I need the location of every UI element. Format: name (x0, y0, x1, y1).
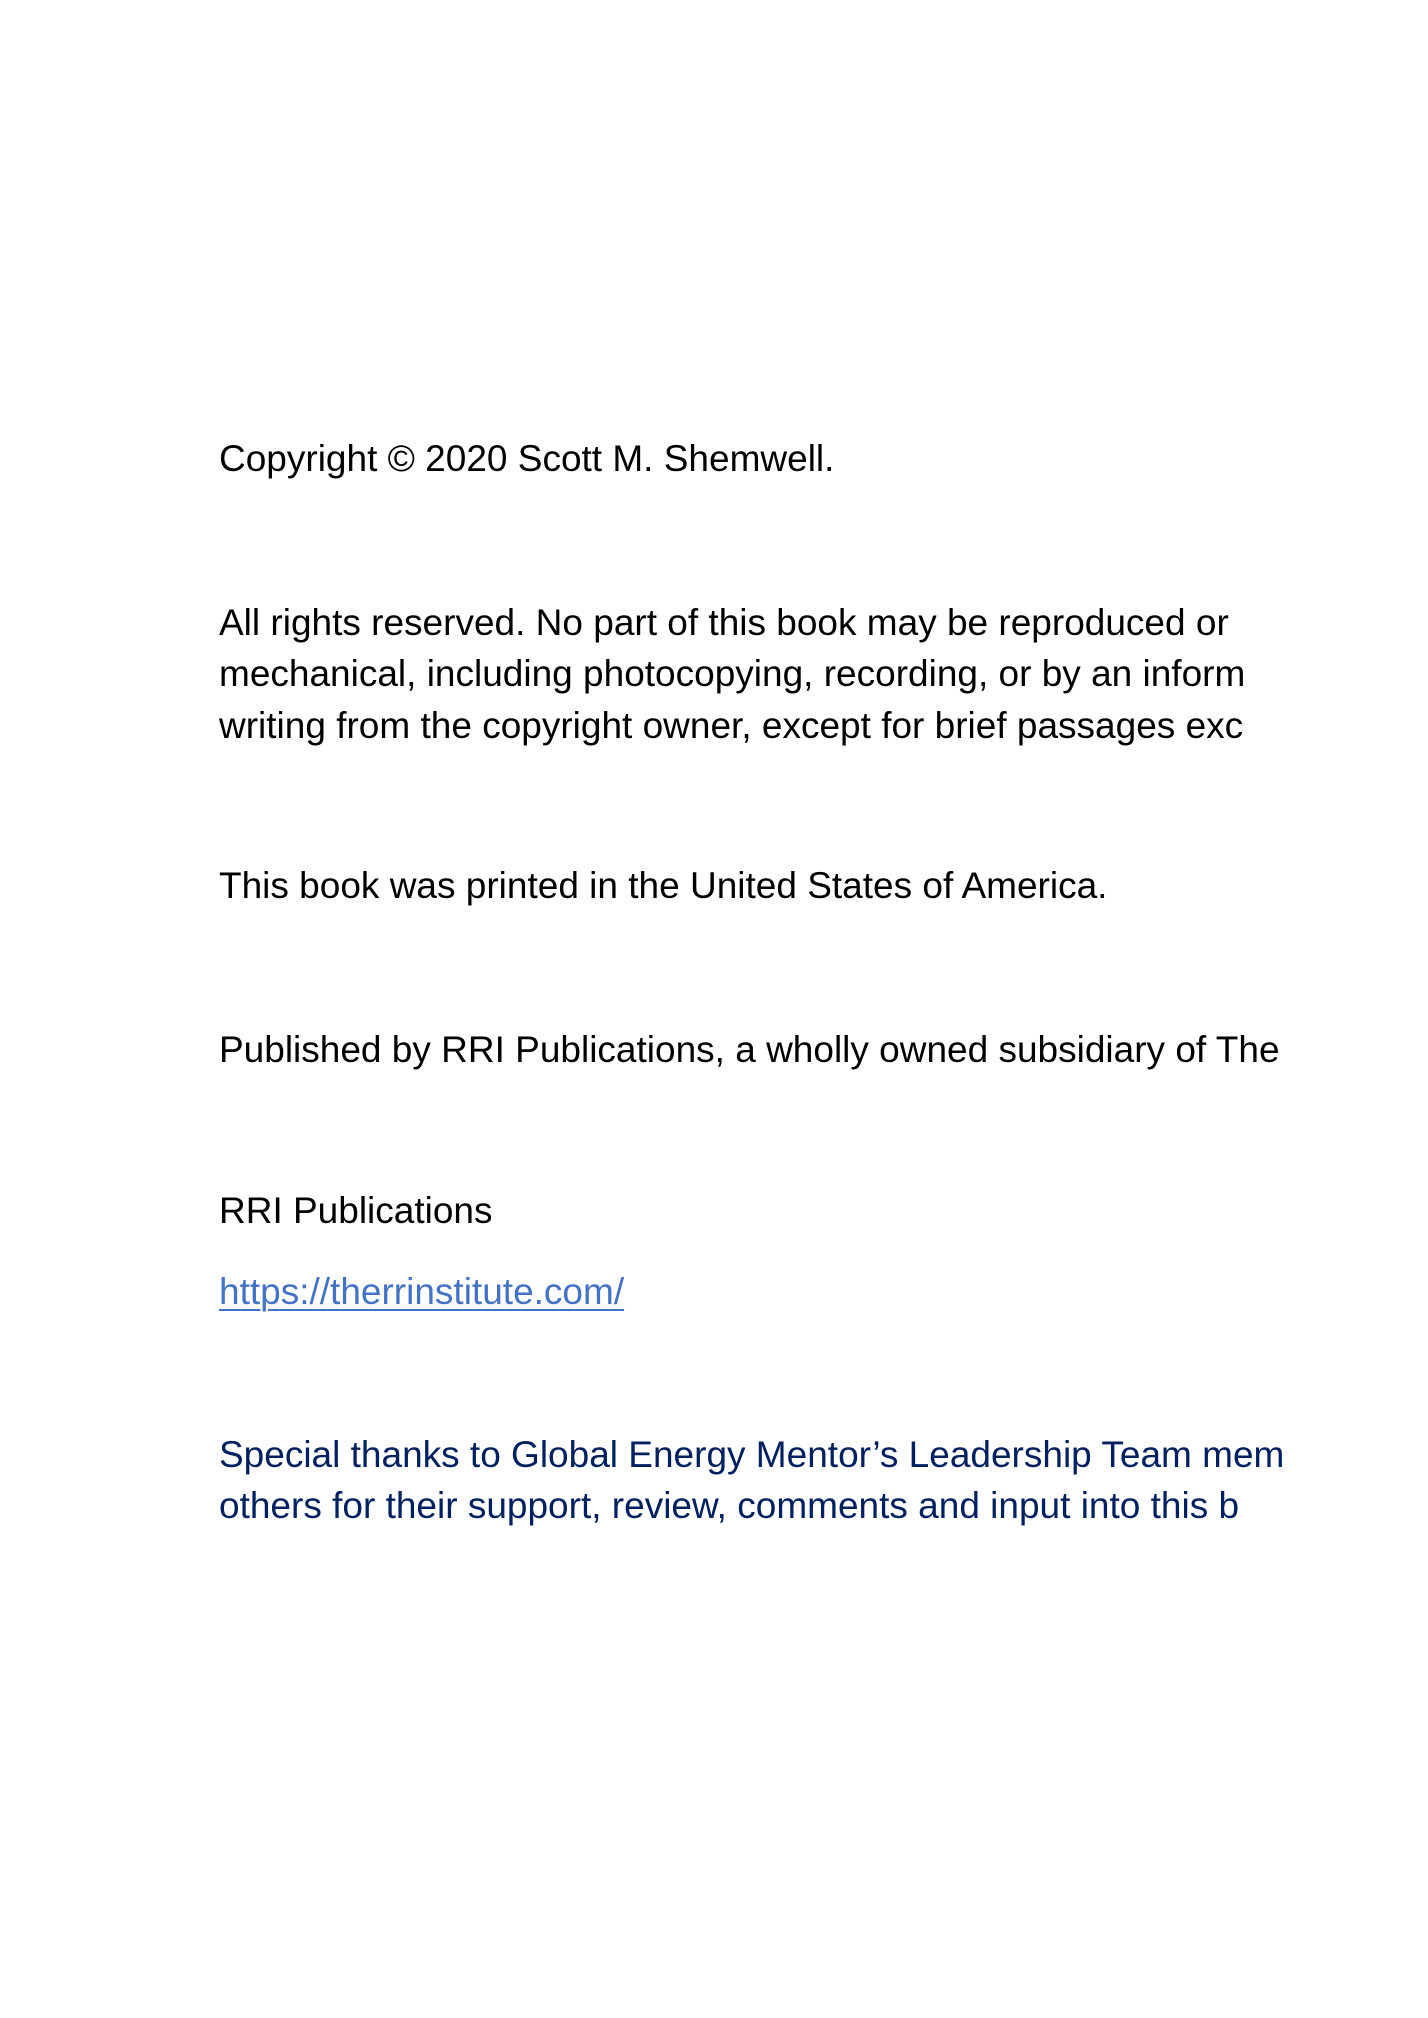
thanks-line-1: Special thanks to Global Energy Mentor’s Leadership Team mem (219, 1434, 1285, 1475)
rights-line-3: writing from the copyright owner, except for brief passages exc (219, 705, 1244, 746)
publisher-url-link[interactable]: https://therrinstitute.com/ (219, 1271, 625, 1312)
rights-line-2: mechanical, including photocopying, recording, or by an inform (219, 653, 1246, 694)
printed-statement: This book was printed in the United States of America. (219, 865, 1108, 906)
rights-line-1: All rights reserved. No part of this book may be reproduced or (219, 602, 1229, 643)
thanks-line-2: others for their support, review, comments and input into this b (219, 1485, 1240, 1526)
publisher-name: RRI Publications (219, 1190, 493, 1231)
published-statement: Published by RRI Publications, a wholly owned subsidiary of The (219, 1029, 1280, 1070)
copyright-notice: Copyright © 2020 Scott M. Shemwell. (219, 438, 835, 479)
